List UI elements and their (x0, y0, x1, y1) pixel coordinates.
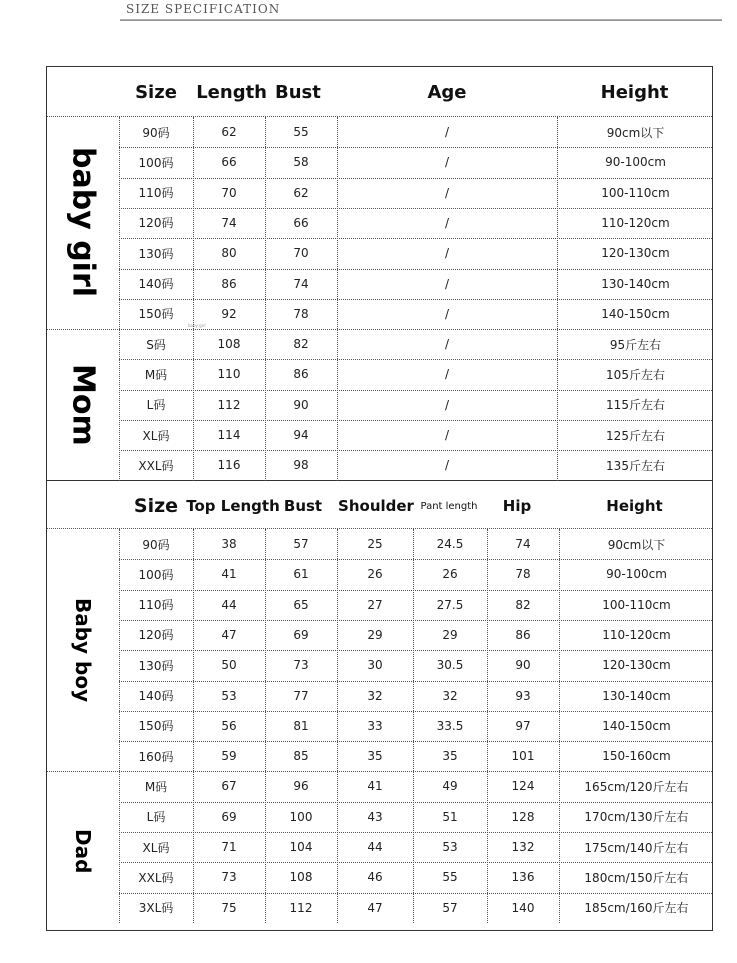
table-cell: 112 (289, 900, 313, 915)
header-top-length: Top Length (186, 497, 280, 515)
table-cell: 67 (221, 779, 237, 794)
table-cell: 116 (217, 458, 241, 473)
table-cell: 86 (515, 627, 531, 642)
table-cell: / (444, 367, 450, 382)
table-cell: 73 (221, 870, 237, 885)
table-cell: 175cm/140斤左右 (584, 840, 689, 855)
column-divider (487, 529, 488, 923)
table-cell: 170cm/130斤左右 (584, 810, 689, 825)
table-cell: 66 (293, 215, 309, 230)
table-cell: 150码 (138, 719, 174, 734)
table-cell: 81 (293, 718, 309, 733)
table-cell: 3XL码 (138, 901, 174, 916)
table-cell: 30.5 (436, 658, 464, 673)
table-cell: 112 (217, 397, 241, 412)
title-rule (120, 19, 722, 21)
table-cell: / (444, 125, 450, 139)
table-cell: 115斤左右 (606, 398, 665, 413)
table-cell: 105斤左右 (606, 367, 665, 382)
table-cell: 95斤左右 (609, 337, 662, 352)
header-bust-2: Bust (283, 497, 323, 515)
table-cell: 55 (442, 870, 458, 885)
table-row (119, 208, 712, 238)
tiny-note: baby girl (188, 323, 206, 328)
header-size-2: Size (133, 495, 179, 517)
table-row (119, 178, 712, 208)
table-cell: 85 (293, 749, 309, 764)
table-cell: 125斤左右 (606, 428, 665, 443)
table-cell: XXL码 (138, 870, 174, 885)
table-cell: 58 (293, 155, 309, 170)
table-cell: 66 (221, 155, 237, 170)
table-row (119, 420, 712, 450)
header-height: Height (600, 81, 669, 103)
table-cell: 90码 (142, 125, 170, 140)
table-cell: 44 (367, 840, 383, 854)
table-cell: 53 (221, 688, 237, 703)
header-hip: Hip (502, 497, 532, 515)
table-cell: 25 (367, 537, 383, 551)
table-cell: 80 (221, 246, 237, 261)
table-row (119, 147, 712, 177)
table-cell: 57 (442, 900, 458, 915)
table-cell: / (444, 215, 450, 230)
table-cell: 47 (367, 900, 383, 915)
table-cell: 140-150cm (602, 718, 671, 733)
header-length: Length (196, 81, 267, 103)
table-cell: 27 (367, 597, 383, 612)
table-cell: 130-140cm (601, 276, 670, 291)
table-cell: 86 (221, 276, 237, 291)
table-cell: 165cm/120斤左右 (584, 779, 689, 794)
table-cell: 108 (217, 337, 241, 352)
table-cell: 120码 (138, 216, 174, 231)
column-divider (413, 529, 414, 923)
table-cell: 93 (515, 688, 531, 703)
table-cell: / (444, 397, 450, 412)
table-cell: 55 (293, 125, 309, 139)
group-label-baby-boy: Baby boy (71, 598, 95, 703)
table-cell: 71 (221, 840, 237, 854)
table-cell: 100-110cm (602, 597, 671, 612)
table-cell: 100-110cm (601, 185, 670, 200)
table-cell: 62 (293, 185, 309, 200)
table-cell: 33 (367, 718, 383, 733)
table-cell: 82 (293, 337, 309, 352)
table-row (119, 529, 712, 559)
table-cell: 41 (367, 779, 383, 794)
table-cell: 57 (293, 537, 309, 551)
table-cell: 78 (293, 306, 309, 321)
table-cell: S码 (146, 337, 166, 352)
table-cell: 140码 (138, 277, 174, 291)
table-cell: 92 (221, 306, 237, 321)
column-divider (193, 529, 194, 923)
table-cell: / (444, 246, 450, 261)
table-cell: 90cm以下 (606, 125, 665, 140)
table-row (119, 390, 712, 420)
table-cell: 82 (515, 597, 531, 612)
table-row (119, 299, 712, 329)
table-cell: 74 (293, 276, 309, 291)
group-label-mom: Mom (65, 364, 101, 446)
table-cell: 78 (515, 567, 531, 582)
header-bust: Bust (275, 81, 321, 103)
table-cell: 70 (293, 246, 309, 261)
table-cell: 86 (293, 367, 309, 382)
table-row (119, 620, 712, 650)
table-cell: 56 (221, 718, 237, 733)
header-height-2: Height (606, 497, 663, 515)
table-cell: / (444, 306, 450, 321)
table-cell: 185cm/160斤左右 (584, 901, 689, 916)
table-cell: 140-150cm (601, 306, 670, 321)
column-divider (337, 529, 338, 923)
table-cell: 77 (293, 688, 309, 703)
table-cell: 50 (221, 658, 237, 673)
table-cell: 98 (293, 458, 309, 473)
table-cell: 97 (515, 718, 531, 733)
label-divider (119, 117, 120, 481)
table-row (119, 238, 712, 268)
table-cell: 32 (442, 688, 458, 703)
table-cell: 140码 (138, 689, 174, 703)
table-cell: 128 (511, 809, 535, 824)
table-cell: 32 (367, 688, 383, 703)
table-cell: 130码 (138, 246, 174, 261)
table-row (119, 650, 712, 680)
table-cell: 110-120cm (602, 627, 671, 642)
column-divider (193, 117, 194, 481)
table-row (119, 741, 712, 771)
column-divider (559, 529, 560, 923)
table-cell: 150码 (138, 307, 174, 322)
table-row (119, 329, 712, 359)
table-cell: 24.5 (436, 537, 464, 551)
table-cell: 160码 (138, 749, 174, 764)
size-table-2 (46, 481, 713, 931)
table-cell: 124 (511, 779, 535, 794)
table-cell: 120码 (138, 628, 174, 643)
table-row (119, 117, 712, 147)
table-row (119, 862, 712, 892)
table-cell: 26 (442, 567, 458, 582)
table-cell: 30 (367, 658, 383, 673)
table-cell: 132 (511, 840, 535, 854)
table-cell: L码 (146, 398, 166, 413)
table-cell: 108 (289, 870, 313, 885)
table-row (119, 269, 712, 299)
table-row (119, 590, 712, 620)
header-shoulder: Shoulder (338, 497, 414, 515)
table-cell: 70 (221, 185, 237, 200)
table-cell: XL码 (142, 840, 170, 855)
table-cell: 74 (221, 215, 237, 230)
table-cell: 90cm以下 (607, 537, 666, 552)
table-cell: 100 (289, 809, 313, 824)
table-cell: 110码 (138, 598, 174, 613)
table-cell: 51 (442, 809, 458, 824)
table-cell: / (444, 458, 450, 473)
table-cell: 104 (289, 840, 313, 854)
table-cell: 29 (442, 627, 458, 642)
table-cell: 130码 (138, 658, 174, 673)
table-cell: 62 (221, 125, 237, 139)
table-row (119, 711, 712, 741)
table-cell: 33.5 (436, 718, 464, 733)
table-cell: 38 (221, 537, 237, 551)
column-divider (265, 117, 266, 481)
table-cell: 73 (293, 658, 309, 673)
table-cell: 101 (511, 749, 535, 764)
group-label-baby-girl: baby girl (65, 147, 101, 298)
table-cell: 96 (293, 779, 309, 794)
table-row (119, 559, 712, 589)
column-divider (557, 117, 558, 481)
table-cell: M码 (144, 779, 168, 794)
table-cell: XXL码 (138, 458, 174, 473)
table-cell: 100码 (138, 567, 174, 582)
table-cell: 35 (442, 749, 458, 764)
table-row (119, 450, 712, 480)
column-divider (337, 117, 338, 481)
group-label-dad: Dad (71, 828, 95, 874)
table-cell: 140 (511, 900, 535, 915)
table-cell: / (444, 185, 450, 200)
table-cell: 120-130cm (601, 246, 670, 261)
table-cell: 136 (511, 870, 535, 885)
label-divider (119, 529, 120, 923)
table-cell: L码 (146, 810, 166, 825)
table-cell: 135斤左右 (606, 458, 665, 473)
header-age: Age (427, 81, 467, 103)
table-row (119, 681, 712, 711)
table-cell: 53 (442, 840, 458, 854)
table-cell: 114 (217, 428, 241, 442)
table-cell: 90-100cm (605, 155, 666, 170)
column-divider (265, 529, 266, 923)
table-cell: 29 (367, 627, 383, 642)
table-cell: 90码 (142, 537, 170, 552)
table-cell: / (444, 428, 450, 442)
table-cell: / (444, 276, 450, 291)
table-cell: 110码 (138, 186, 174, 201)
table-cell: / (444, 337, 450, 352)
section-title: SIZE SPECIFICATION (126, 2, 281, 16)
table-cell: / (444, 155, 450, 170)
table-cell: 61 (293, 567, 309, 582)
table-cell: 75 (221, 900, 237, 915)
table-cell: 69 (221, 809, 237, 824)
table-cell: 110-120cm (601, 215, 670, 230)
table-cell: 49 (442, 779, 458, 794)
table-cell: M码 (144, 367, 168, 382)
table-row (119, 359, 712, 389)
table-cell: 90 (293, 397, 309, 412)
table-cell: 27.5 (436, 597, 464, 612)
table-cell: 100码 (138, 155, 174, 170)
header-size: Size (135, 81, 177, 103)
table-cell: 110 (217, 367, 241, 382)
table-cell: 120-130cm (602, 658, 671, 673)
size-table-1 (46, 66, 713, 481)
table-cell: 26 (367, 567, 383, 582)
table-cell: 90 (515, 658, 531, 673)
table-cell: 94 (293, 428, 309, 442)
table-row (119, 832, 712, 862)
table-cell: 74 (515, 537, 531, 551)
table-cell: 41 (221, 567, 237, 582)
table-cell: 44 (221, 597, 237, 612)
table-row (119, 802, 712, 832)
header-pant-length: Pant length (420, 500, 478, 512)
table-row (119, 771, 712, 801)
table-cell: 35 (367, 749, 383, 764)
table-cell: 43 (367, 809, 383, 824)
table-cell: XL码 (142, 428, 170, 443)
table-cell: 90-100cm (606, 567, 667, 582)
table-cell: 69 (293, 627, 309, 642)
table-cell: 59 (221, 749, 237, 764)
table-row (119, 893, 712, 923)
table-cell: 47 (221, 627, 237, 642)
table-cell: 150-160cm (602, 749, 671, 764)
table-cell: 130-140cm (602, 688, 671, 703)
table-cell: 65 (293, 597, 309, 612)
table-cell: 46 (367, 870, 383, 885)
table-cell: 180cm/150斤左右 (584, 870, 689, 885)
